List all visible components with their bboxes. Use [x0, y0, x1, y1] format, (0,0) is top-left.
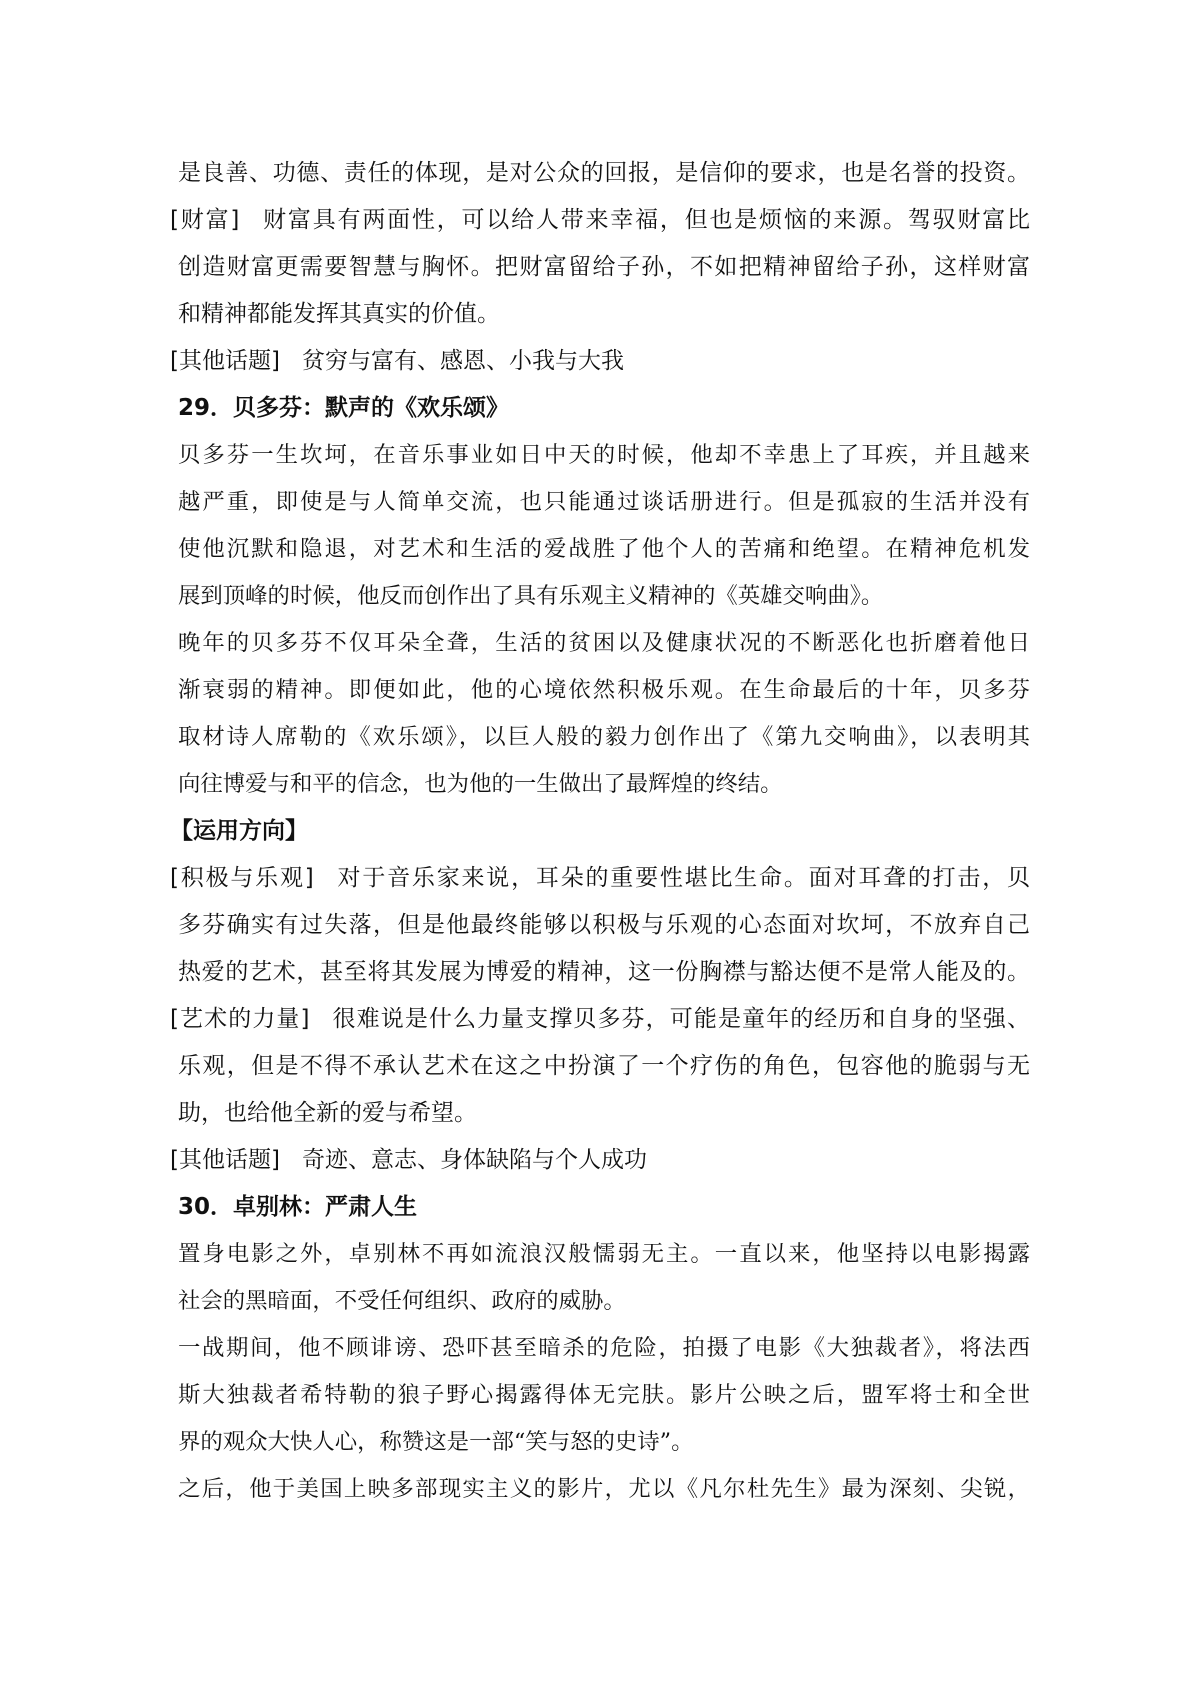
topic-tag-other: [其他话题] — [170, 1147, 280, 1173]
text-line: 晚年的贝多芬不仅耳朵全聋，生活的贫困以及健康状况的不断恶化也折磨着他日 — [178, 630, 1030, 656]
text-line: 取材诗人席勒的《欢乐颂》，以巨人般的毅力创作出了《第九交响曲》，以表明其 — [178, 724, 1030, 750]
text-line: 渐衰弱的精神。即便如此，他的心境依然积极乐观。在生命最后的十年，贝多芬 — [178, 677, 1030, 703]
text-span: 财富具有两面性，可以给人带来幸福，但也是烦恼的来源。驾驭财富比 — [261, 207, 1031, 233]
text-line: 多芬确实有过失落，但是他最终能够以积极与乐观的心态面对坎坷，不放弃自己 — [178, 912, 1030, 938]
text-line: 热爱的艺术，甚至将其发展为博爱的精神，这一份胸襟与豁达便不是常人能及的。 — [178, 959, 1030, 985]
document-body — [170, 150, 1031, 1513]
text-line: 贝多芬一生坎坷，在音乐事业如日中天的时候，他却不幸患上了耳疾，并且越来 — [178, 442, 1030, 468]
text-span: 对于音乐家来说，耳朵的重要性堪比生命。面对耳聋的打击，贝 — [335, 865, 1031, 891]
text-span: 奇迹、意志、身体缺陷与个人成功 — [301, 1147, 647, 1173]
text-line: 越严重，即使是与人简单交流，也只能通过谈话册进行。但是孤寂的生活并没有 — [178, 489, 1030, 515]
topic-positive-line — [170, 855, 1031, 902]
text-line: 向往博爱与和平的信念，也为他的一生做出了最辉煌的终结。 — [178, 771, 783, 797]
topic-tag-positive: [积极与乐观] — [170, 865, 314, 891]
topic-art-line — [170, 996, 1030, 1043]
text-line: 之后，他于美国上映多部现实主义的影片，尤以《凡尔杜先生》最为深刻、尖锐， — [178, 1476, 1030, 1502]
text-line: 置身电影之外，卓别林不再如流浪汉般懦弱无主。一直以来，他坚持以电影揭露 — [178, 1241, 1030, 1267]
text-line: 界的观众大快人心，称赞这是一部“笑与怒的史诗”。 — [178, 1429, 694, 1455]
text-line: 创造财富更需要智慧与胸怀。把财富留给子孙，不如把精神留给子孙，这样财富 — [178, 254, 1030, 280]
other-topics-line — [170, 1137, 1030, 1184]
text-line: 助，也给他全新的爱与希望。 — [178, 1100, 477, 1126]
text-line: 是良善、功德、责任的体现，是对公众的回报，是信仰的要求，也是名誉的投资。 — [178, 160, 1030, 186]
text-line: 一战期间，他不顾诽谤、恐吓甚至暗杀的危险，拍摄了电影《大独裁者》，将法西 — [178, 1335, 1030, 1361]
text-line: 展到顶峰的时候，他反而创作出了具有乐观主义精神的《英雄交响曲》。 — [178, 583, 884, 609]
text-line: 和精神都能发挥其真实的价值。 — [178, 301, 500, 327]
other-topics-line — [170, 338, 1030, 385]
section-heading-30: 30．卓别林：严肃人生 — [178, 1194, 418, 1220]
text-line: 社会的黑暗面，不受任何组织、政府的威胁。 — [178, 1288, 626, 1314]
topic-tag-art: [艺术的力量] — [170, 1006, 310, 1032]
text-line: 乐观，但是不得不承认艺术在这之中扮演了一个疗伤的角色，包容他的脆弱与无 — [178, 1053, 1030, 1079]
topic-wealth-line — [170, 197, 1031, 244]
text-span: 很难说是什么力量支撑贝多芬，可能是童年的经历和自身的坚强、 — [331, 1006, 1030, 1032]
text-line: 使他沉默和隐退，对艺术和生活的爱战胜了他个人的苦痛和绝望。在精神危机发 — [178, 536, 1030, 562]
text-line: 斯大独裁者希特勒的狼子野心揭露得体无完肤。影片公映之后，盟军将士和全世 — [178, 1382, 1030, 1408]
section-heading-29: 29．贝多芬：默声的《欢乐颂》 — [178, 395, 510, 421]
topic-tag-wealth: [财富] — [170, 207, 240, 233]
usage-heading: 【运用方向】 — [170, 818, 308, 844]
text-span: 贫穷与富有、感恩、小我与大我 — [301, 348, 624, 374]
topic-tag-other: [其他话题] — [170, 348, 280, 374]
